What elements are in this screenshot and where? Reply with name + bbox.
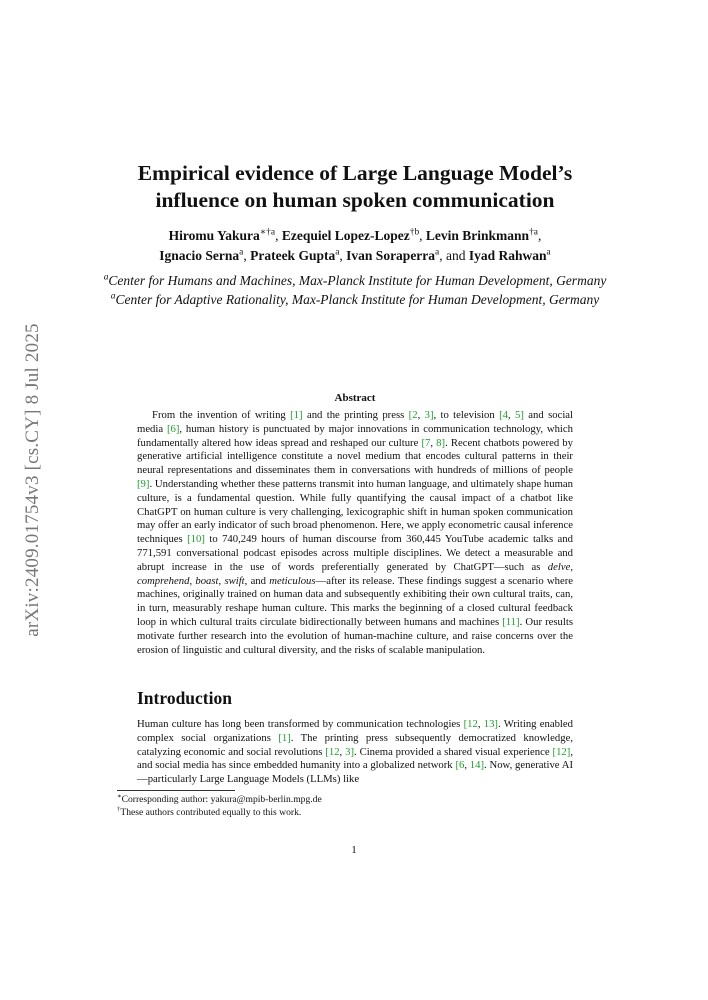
- affiliation: [100, 272, 610, 291]
- arxiv-identifier-stamp: [16, 300, 50, 660]
- intro-text: . Writing enabled complex social organizations: [137, 718, 573, 744]
- citation-link[interactable]: 5]: [515, 409, 524, 421]
- word-separator: , and: [244, 574, 270, 587]
- author-marks: ∗†a: [259, 227, 276, 238]
- emphasized-word: comprehend: [137, 574, 190, 587]
- footnote-equal-contribution: [117, 807, 577, 820]
- citation-separator: ,: [464, 759, 470, 772]
- author-marks: a: [239, 247, 244, 258]
- title-line-1: Empirical evidence of Large Language Model’s: [137, 161, 573, 185]
- author-marks: †b: [409, 227, 420, 238]
- citation-link[interactable]: [1]: [278, 731, 291, 744]
- abstract-text: , to television: [433, 409, 500, 421]
- citation-separator: ,: [477, 718, 484, 730]
- author-separator: ,: [419, 228, 426, 243]
- abstract-text: From the invention of writing: [152, 409, 291, 421]
- author-name: Ignacio Serna: [159, 248, 240, 263]
- title-line-2: influence on human spoken communication: [155, 188, 555, 212]
- footnote-text: Corresponding author: yakura@mpib-berlin.mpg.de: [121, 794, 322, 805]
- intro-text: . The printing press subsequently democratized knowledge, catalyzing economic and social revolutions: [137, 731, 573, 758]
- citation-link[interactable]: 3]: [345, 745, 355, 758]
- author-separator: ,: [339, 248, 347, 263]
- affiliation-mark: a: [110, 291, 116, 301]
- author-separator: ,: [243, 248, 251, 263]
- citation-link[interactable]: [6]: [166, 422, 180, 435]
- introduction-body: [137, 718, 573, 787]
- citation-link[interactable]: [12: [463, 718, 478, 730]
- author-line-1: [100, 226, 610, 246]
- intro-text: Human culture has long been transformed by communication technologies: [137, 718, 464, 730]
- arxiv-identifier-text: arXiv:2409.01754v3 [cs.CY] 8 Jul 2025: [22, 323, 43, 637]
- abstract-text: to 740,249 hours of human discourse from 360,445 YouTube academic talks and 771,591 conversational podcast episodes across multiple disciplines. We detect a measurable and abrupt increase in the use of words preferentially generated by ChatGPT—such as: [137, 533, 573, 573]
- citation-link[interactable]: [12: [325, 745, 340, 758]
- citation-link[interactable]: [10]: [187, 533, 205, 546]
- emphasized-word: meticulous: [269, 574, 316, 587]
- intro-text: , and social media has since embedded humanity into a globalized network: [137, 745, 573, 772]
- author-separator: ,: [537, 228, 542, 243]
- affiliation: [100, 291, 610, 310]
- citation-link[interactable]: [11]: [502, 615, 520, 628]
- citation-link[interactable]: [7: [421, 436, 431, 449]
- page-number: 1: [351, 844, 357, 856]
- citation-link[interactable]: [12]: [552, 745, 571, 758]
- affiliation-list: [100, 272, 610, 309]
- citation-separator: ,: [508, 409, 516, 421]
- citation-link[interactable]: 3]: [424, 409, 434, 421]
- author-list: [100, 226, 610, 266]
- citation-link[interactable]: 14]: [469, 759, 485, 772]
- word-separator: ,: [189, 574, 196, 587]
- author-name: Iyad Rahwan: [468, 248, 547, 263]
- affiliation-text: Center for Humans and Machines, Max-Planck Institute for Human Development, Germany: [108, 273, 607, 288]
- emphasized-word: delve: [547, 560, 571, 573]
- author-marks: a: [335, 247, 340, 258]
- emphasized-word: swift: [224, 574, 245, 587]
- author-name: Ezequiel Lopez-Lopez: [281, 228, 410, 243]
- author-name: Levin Brinkmann: [425, 228, 530, 243]
- author-name: Hiromu Yakura: [168, 228, 260, 243]
- word-separator: ,: [570, 560, 573, 573]
- affiliation-mark: a: [103, 272, 109, 283]
- citation-link[interactable]: 13]: [483, 718, 498, 730]
- footnote-corresponding-author: [117, 794, 577, 807]
- footnote-divider: [117, 790, 235, 791]
- author-marks: †a: [529, 227, 538, 238]
- citation-link[interactable]: [4: [499, 409, 508, 421]
- citation-separator: ,: [417, 409, 425, 421]
- citation-link[interactable]: [2: [408, 409, 418, 421]
- abstract-text: , human history is punctuated by major innovations in communication technology, which fundamentally altered how ideas spread and reshaped our culture: [137, 422, 573, 449]
- citation-separator: ,: [430, 436, 437, 449]
- author-separator: , and: [439, 248, 469, 263]
- emphasized-word: boast: [195, 574, 219, 587]
- abstract-text: . Our results motivate further research into the evolution of human-machine culture, and raise concerns over the erosion of linguistic and cultural diversity, and the risks of scalable manipulation.: [137, 615, 574, 656]
- abstract-text: . Understanding whether these patterns transmit into human language, and ultimately shape human culture, is a fundamental question. While fully quantifying the causal impact of a chatbot like ChatGPT on human culture is very challenging, lexicographic shift in human spoken communication may offer an early indicator of such broad phenomenon. Here, we apply econometric causal inference techniques: [137, 477, 573, 546]
- author-separator: ,: [275, 228, 282, 243]
- abstract-text: —after its release. These findings suggest a scenario where machines, originally trained on human data and subsequently exhibiting their own cultural traits, can, in turn, measurably reshape human culture. This marks the beginning of a closed cultural feedback loop in which cultural traits circulate bidirectionally between humans and machines: [137, 574, 574, 628]
- section-heading-introduction: Introduction: [137, 688, 232, 708]
- abstract-heading: Abstract: [334, 392, 376, 404]
- abstract-text: . Recent chatbots powered by generative artificial intelligence constitute a novel medium that encodes cultural patterns in their neural representations and disseminates them in conversations with hundreds of millions of people: [137, 436, 573, 477]
- author-name: Prateek Gupta: [250, 248, 336, 263]
- citation-link[interactable]: [1]: [290, 409, 303, 421]
- citation-separator: ,: [339, 745, 346, 758]
- author-line-2: [100, 246, 610, 266]
- footnote-mark: †: [117, 805, 121, 813]
- abstract-body: [137, 409, 573, 657]
- intro-text: . Cinema provided a shared visual experience: [354, 745, 553, 758]
- author-marks: a: [435, 247, 440, 258]
- abstract-text: and social media: [137, 409, 573, 435]
- citation-link[interactable]: [6: [455, 759, 465, 772]
- word-separator: ,: [218, 574, 225, 587]
- author-marks: a: [546, 247, 551, 258]
- citation-link[interactable]: [9]: [137, 477, 150, 490]
- footnote-text: These authors contributed equally to this work.: [120, 806, 302, 818]
- footnote-mark: ∗: [117, 792, 122, 800]
- author-name: Ivan Soraperra: [346, 248, 436, 263]
- citation-link[interactable]: 8]: [436, 436, 446, 449]
- footnotes: [117, 794, 577, 819]
- intro-text: . Now, generative AI—particularly Large Language Models (LLMs) like: [137, 759, 574, 786]
- paper-title: [100, 160, 610, 214]
- affiliation-text: Center for Adaptive Rationality, Max-Planck Institute for Human Development, Germany: [115, 291, 600, 307]
- abstract-text: and the printing press: [302, 409, 409, 421]
